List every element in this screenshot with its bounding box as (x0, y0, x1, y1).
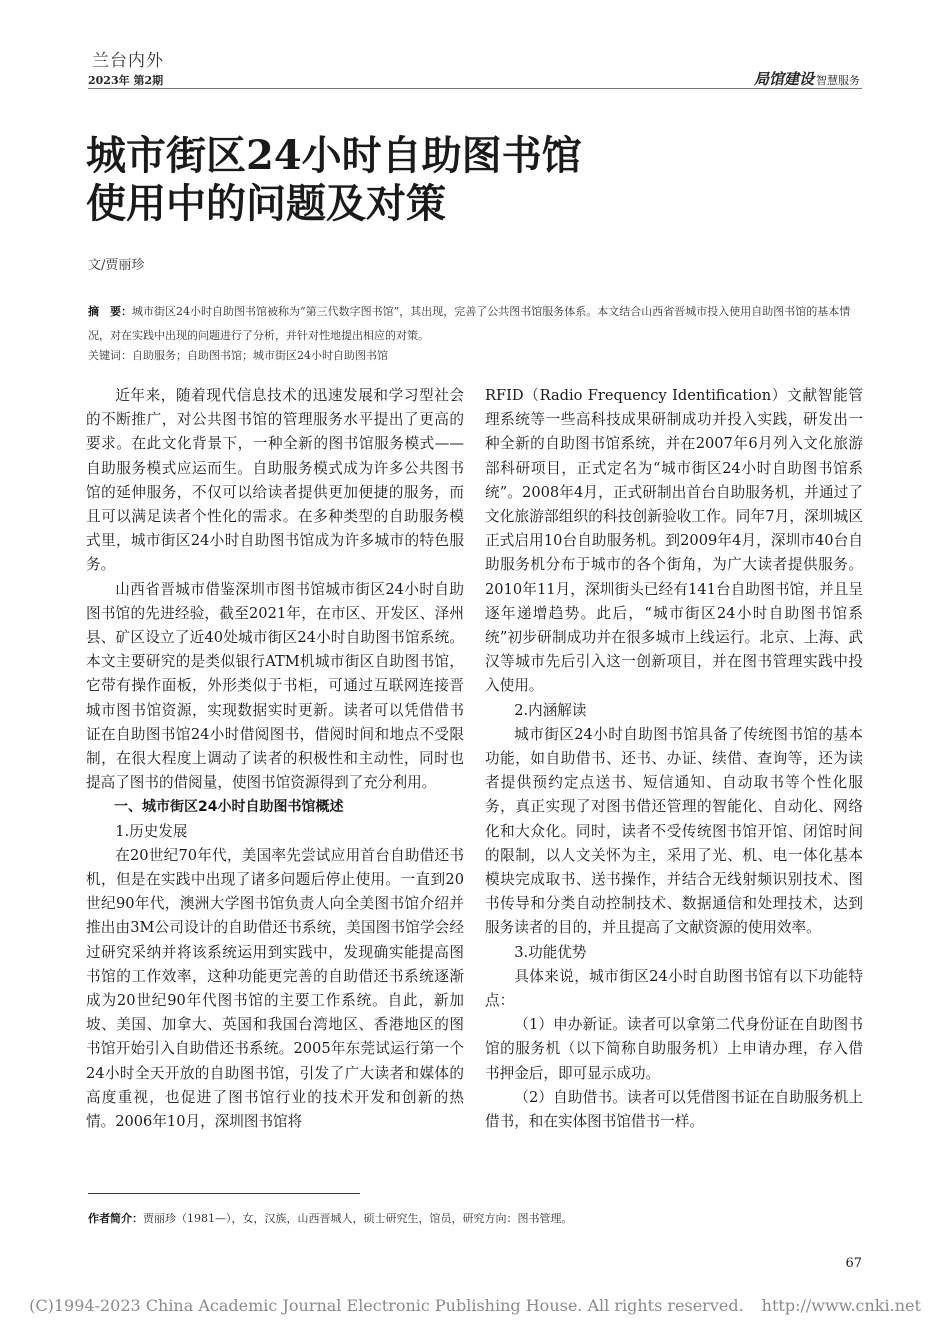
subheading: 2.内涵解读 (514, 701, 587, 719)
paragraph: 城市街区24小时自助图书馆具备了传统图书馆的基本功能，如自助借书、还书、办证、续借、查询等，还为读者提供预约定点送书、短信通知、自动取书等个性化服务，真正实现了对图书借还管理的智能化、自动化、网络化和大众化。同时，读者不受传统图书馆开馆、闭馆时间的限制，以人文关怀为主，采用了光、机、电一体化基本模块完成取书、送书操作，并结合无线射频识别技术、图书传导和分类自动控制技术、数据通信和处理技术，达到服务读者的目的，并且提高了文献资源的使用效率。 (485, 725, 863, 937)
title-line-2: 使用中的问题及对策 (86, 180, 446, 227)
subheading: 3.功能优势 (514, 943, 587, 961)
header-rule (88, 88, 862, 89)
abstract-text: 城市街区24小时自助图书馆被称为“第三代数字图书馆”，其出现，完善了公共图书馆服务体系。本文结合山西省晋城市投入使用自助图书馆的基本情况，对在实践中出现的问题进行了分析，并针对性地提出相应的对策。 (88, 305, 851, 342)
abstract (88, 300, 863, 348)
paragraph: （1）申办新证。读者可以拿第二代身份证在自助图书馆的服务机（以下简称自助服务机）上申请办理，存入借书押金后，即可显示成功。 (485, 1016, 863, 1082)
author-bio-label: 作者简介： (88, 1212, 143, 1225)
author-bio-text: 贾丽珍（1981—），女，汉族，山西晋城人，硕士研究生，馆员，研究方向：图书管理。 (143, 1212, 573, 1225)
paragraph: （2）自助借书。读者可以凭借图书证在自助服务机上借书，和在实体图书馆借书一样。 (485, 1088, 863, 1131)
keywords-label: 关键词： (88, 349, 132, 362)
section-title: 局馆建设 (753, 70, 814, 88)
copyright-link[interactable]: http://www.cnki.net (761, 1296, 921, 1315)
body-column-right (485, 384, 863, 1134)
paragraph: 山西省晋城市借鉴深圳市图书馆城市街区24小时自助图书馆的先进经验，截至2021年，在市区、开发区、泽州县、矿区设立了近40处城市街区24小时自助图书馆系统。本文主要研究的是类似银行ATM机城市街区自助图书馆，它带有操作面板，外形类似于书柜，可通过互联网连接晋城市图书馆资源，实现数据实时更新。读者可以凭借借书证在自助图书馆24小时借阅图书，借阅时间和地点不受限制，在很大程度上调动了读者的积极性和主动性，同时也提高了图书的借阅量，使图书馆资源得到了充分利用。 (86, 580, 464, 792)
subheading: 1.历史发展 (115, 822, 188, 840)
paragraph: RFID（Radio Frequency Identification）文献智能管理系统等一些高科技成果研制成功并投入实践，研发出一种全新的自助图书馆系统，并在2007年6月列入文化旅游部科研项目，正式定名为“城市街区24小时自助图书馆系统”。2008年4月，正式研制出首台自助服务机，并通过了文化旅游部组织的科技创新验收工作。同年7月，深圳城区正式启用10台自助服务机。到2009年4月，深圳市40台自助服务机分布于城市的各个街角，为广大读者提供服务。2010年11月，深圳街头已经有141台自助图书馆，并且呈逐年递增趋势。此后，“城市街区24小时自助图书馆系统”初步研制成功并在很多城市上线运行。北京、上海、武汉等城市先后引入这一创新项目，并在图书管理实践中投入使用。 (485, 387, 863, 695)
paragraph: 近年来，随着现代信息技术的迅速发展和学习型社会的不断推广，对公共图书馆的管理服务水平提出了更高的要求。在此文化背景下，一种全新的图书馆服务模式——自助服务模式应运而生。自助服务模式成为许多公共图书馆的延伸服务，不仅可以给读者提供更加便捷的服务，而且可以满足读者个性化的需求。在多种类型的自助服务模式里，城市街区24小时自助图书馆成为许多城市的特色服务。 (86, 387, 464, 574)
keywords-text: 自助服务；自助图书馆；城市街区24小时自助图书馆 (132, 349, 388, 362)
page-number: 67 (845, 1256, 862, 1271)
copyright-text: (C)1994-2023 China Academic Journal Electronic Publishing House. All rights reserved. (29, 1296, 744, 1315)
issue-number: 2023年 第2期 (88, 74, 164, 87)
section-label (754, 68, 860, 89)
journal-name: 兰台内外 (92, 51, 164, 71)
footnote-rule (88, 1193, 360, 1194)
copyright-notice (0, 1296, 950, 1315)
body-column-left (86, 384, 464, 1134)
paragraph: 具体来说，城市街区24小时自助图书馆有以下功能特点： (485, 967, 863, 1010)
author-bio (88, 1210, 573, 1226)
abstract-label: 摘 要： (88, 305, 132, 318)
section-heading: 一、城市街区24小时自助图书馆概述 (114, 799, 344, 816)
title-line-1: 城市街区24小时自助图书馆 (86, 132, 582, 179)
keywords (88, 346, 863, 366)
section-subtitle: 智慧服务 (816, 74, 860, 87)
paragraph: 在20世纪70年代，美国率先尝试应用首台自助借还书机，但是在实践中出现了诸多问题后停止使用。一直到20世纪90年代，澳洲大学图书馆负责人向全美图书馆介绍并推出由3M公司设计的自助借还书系统，美国图书馆学会经过研究采纳并将该系统运用到实践中，发现确实能提高图书馆的工作效率，这种功能更完善的自助借还书系统逐渐成为20世纪90年代图书馆的主要工作系统。自此，新加坡、美国、加拿大、英国和我国台湾地区、香港地区的图书馆开始引入自助借还书系统。2005年东莞试运行第一个24小时全天开放的自助图书馆，引发了广大读者和媒体的高度重视，也促进了图书馆行业的技术开发和创新的热情。2006年10月，深圳图书馆将 (86, 846, 464, 1131)
author: 文/贾丽珍 (88, 258, 145, 273)
article-title (86, 132, 786, 228)
